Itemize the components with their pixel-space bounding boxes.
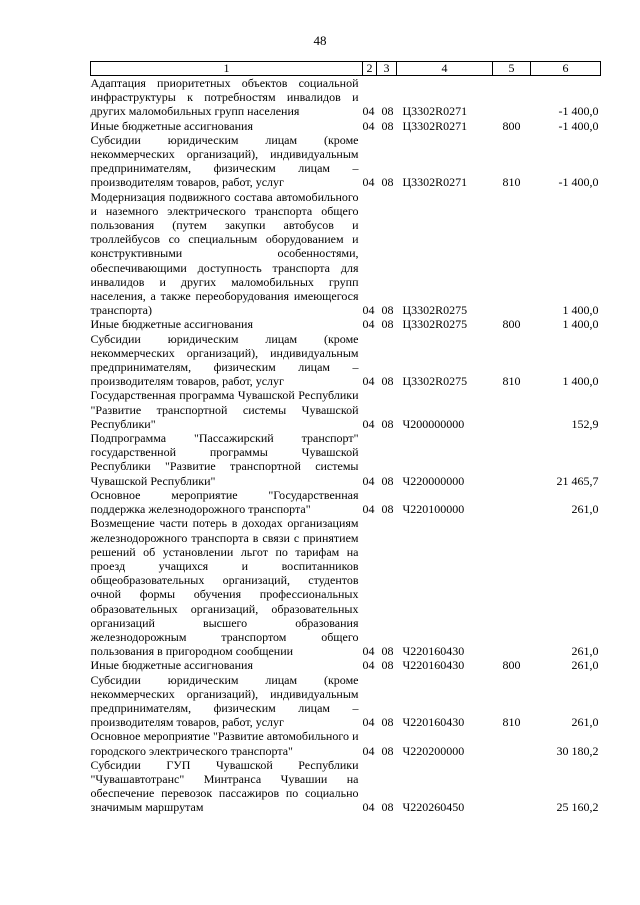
row-amount: 25 160,2 <box>556 800 599 815</box>
row-name: Подпрограмма "Пассажирский транспорт" государственной программы Чувашской Республики "Развитие транспортной системы Чувашской Республики" <box>90 431 359 488</box>
table-row <box>91 190 601 318</box>
header-section: 2 <box>363 62 377 76</box>
table-row <box>91 758 601 815</box>
row-amount: 261,0 <box>571 644 599 659</box>
row-amount: 261,0 <box>571 658 599 673</box>
row-target-code: Ц3302R0271 <box>402 175 468 190</box>
row-expense-type: 800 <box>502 118 521 133</box>
row-amount: -1 400,0 <box>558 104 599 119</box>
row-name: Основное мероприятие "Государственная поддержка железнодорожного транспорта" <box>90 487 359 517</box>
row-subsection: 08 <box>381 374 394 389</box>
row-section: 04 <box>362 416 375 431</box>
row-expense-type <box>493 729 531 757</box>
row-name: Основное мероприятие "Развитие автомобильного и городского электрического транспорта" <box>90 729 359 758</box>
table-row <box>91 673 601 730</box>
table-row <box>91 729 601 757</box>
header-amount: 6 <box>531 62 601 76</box>
table-row <box>91 516 601 658</box>
row-amount: 261,0 <box>571 715 599 730</box>
row-subsection: 08 <box>381 715 394 730</box>
row-expense-type <box>493 431 531 488</box>
row-expense-type: 800 <box>502 658 521 673</box>
row-name: Субсидии ГУП Чувашской Республики "Чувашавтотранс" Минтранса Чувашии на обеспечение перевозок пассажиров по социально значимым маршрутам <box>90 757 359 815</box>
row-target-code: Ц3302R0271 <box>402 118 468 133</box>
row-expense-type <box>493 388 531 431</box>
row-target-code: Ч220260450 <box>402 800 465 815</box>
row-subsection: 08 <box>381 658 394 673</box>
row-section: 04 <box>362 175 375 190</box>
row-section: 04 <box>362 104 375 119</box>
row-subsection: 08 <box>381 303 394 318</box>
table-row <box>91 332 601 389</box>
row-section: 04 <box>362 644 375 659</box>
row-amount: -1 400,0 <box>558 175 599 190</box>
row-name: Модернизация подвижного состава автомобильного и наземного электрического транспорта общего пользования (путем закупки автобусов и троллейбусов со специальным оборудованием и конструктивными особенностями, обеспечивающими доступность транспорта для инвалидов и других маломобильных групп населения, а также переоборудования имеющегося транспорта) <box>90 189 359 318</box>
row-section: 04 <box>362 715 375 730</box>
table-row <box>91 488 601 516</box>
row-amount: 152,9 <box>571 416 599 431</box>
row-target-code: Ч220000000 <box>402 473 465 488</box>
row-name: Возмещение части потерь в доходах организациям железнодорожного транспорта в связи с принятием решений об установлении льгот по тарифам на проезд учащихся и воспитанников общеобразовательных организаций, студентов очной формы обучения профессиональных образовательных организаций, образовательных организаций высшего образования железнодорожным транспортом общего пользования в пригородном сообщении <box>90 516 359 659</box>
row-section: 04 <box>362 800 375 815</box>
row-subsection: 08 <box>381 644 394 659</box>
row-amount: 1 400,0 <box>562 317 599 332</box>
table-header-row <box>91 62 601 76</box>
table-row <box>91 317 601 331</box>
row-section: 04 <box>362 658 375 673</box>
row-expense-type <box>493 758 531 815</box>
row-amount: 30 180,2 <box>556 743 599 758</box>
budget-table <box>90 61 601 815</box>
row-amount: 261,0 <box>571 502 599 517</box>
row-amount: 1 400,0 <box>562 303 599 318</box>
row-name: Государственная программа Чувашской Республики "Развитие транспортной системы Чувашской Республики" <box>90 388 359 431</box>
row-subsection: 08 <box>381 473 394 488</box>
row-target-code: Ч220160430 <box>402 658 465 673</box>
row-subsection: 08 <box>381 800 394 815</box>
header-expense-type: 5 <box>493 62 531 76</box>
table-row <box>91 76 601 119</box>
row-name: Субсидии юридическим лицам (кроме некоммерческих организаций), индивидуальным предпринимателям, физическим лицам – производителям товаров, работ, услуг <box>90 132 359 190</box>
row-name: Субсидии юридическим лицам (кроме некоммерческих организаций), индивидуальным предпринимателям, физическим лицам – производителям товаров, работ, услуг <box>90 331 359 389</box>
row-section: 04 <box>362 118 375 133</box>
header-subsection: 3 <box>377 62 397 76</box>
row-expense-type <box>493 76 531 119</box>
row-name: Иные бюджетные ассигнования <box>90 658 253 673</box>
row-name: Адаптация приоритетных объектов социальной инфраструктуры к потребностям инвалидов и других маломобильных групп населения <box>90 76 359 119</box>
row-subsection: 08 <box>381 317 394 332</box>
row-subsection: 08 <box>381 502 394 517</box>
table-row <box>91 658 601 672</box>
header-target: 4 <box>397 62 493 76</box>
row-target-code: Ч200000000 <box>402 416 465 431</box>
row-name: Иные бюджетные ассигнования <box>90 118 253 133</box>
row-expense-type: 810 <box>502 715 521 730</box>
row-target-code: Ц3302R0271 <box>402 104 468 119</box>
page-number: 48 <box>313 33 327 48</box>
row-subsection: 08 <box>381 743 394 758</box>
row-subsection: 08 <box>381 175 394 190</box>
row-target-code: Ч220200000 <box>402 743 465 758</box>
row-expense-type <box>493 516 531 658</box>
row-expense-type <box>493 488 531 516</box>
row-target-code: Ч220160430 <box>402 644 465 659</box>
row-amount: -1 400,0 <box>558 118 599 133</box>
row-subsection: 08 <box>381 416 394 431</box>
row-target-code: Ц3302R0275 <box>402 303 468 318</box>
row-section: 04 <box>362 303 375 318</box>
header-name: 1 <box>91 62 363 76</box>
table-row <box>91 133 601 190</box>
row-target-code: Ц3302R0275 <box>402 374 468 389</box>
row-section: 04 <box>362 473 375 488</box>
row-expense-type: 810 <box>502 374 521 389</box>
table-row <box>91 119 601 133</box>
table-row <box>91 388 601 431</box>
row-amount: 1 400,0 <box>562 374 599 389</box>
row-subsection: 08 <box>381 104 394 119</box>
row-subsection: 08 <box>381 118 394 133</box>
row-expense-type: 810 <box>502 175 521 190</box>
row-section: 04 <box>362 374 375 389</box>
row-expense-type: 800 <box>502 317 521 332</box>
row-name: Иные бюджетные ассигнования <box>90 317 253 332</box>
row-amount: 21 465,7 <box>556 473 599 488</box>
row-expense-type <box>493 190 531 318</box>
row-name: Субсидии юридическим лицам (кроме некоммерческих организаций), индивидуальным предпринимателям, физическим лицам – производителям товаров, работ, услуг <box>90 672 359 730</box>
row-target-code: Ц3302R0275 <box>402 317 468 332</box>
row-target-code: Ч220100000 <box>402 502 465 517</box>
row-section: 04 <box>362 502 375 517</box>
row-section: 04 <box>362 317 375 332</box>
row-section: 04 <box>362 743 375 758</box>
row-target-code: Ч220160430 <box>402 715 465 730</box>
table-row <box>91 431 601 488</box>
